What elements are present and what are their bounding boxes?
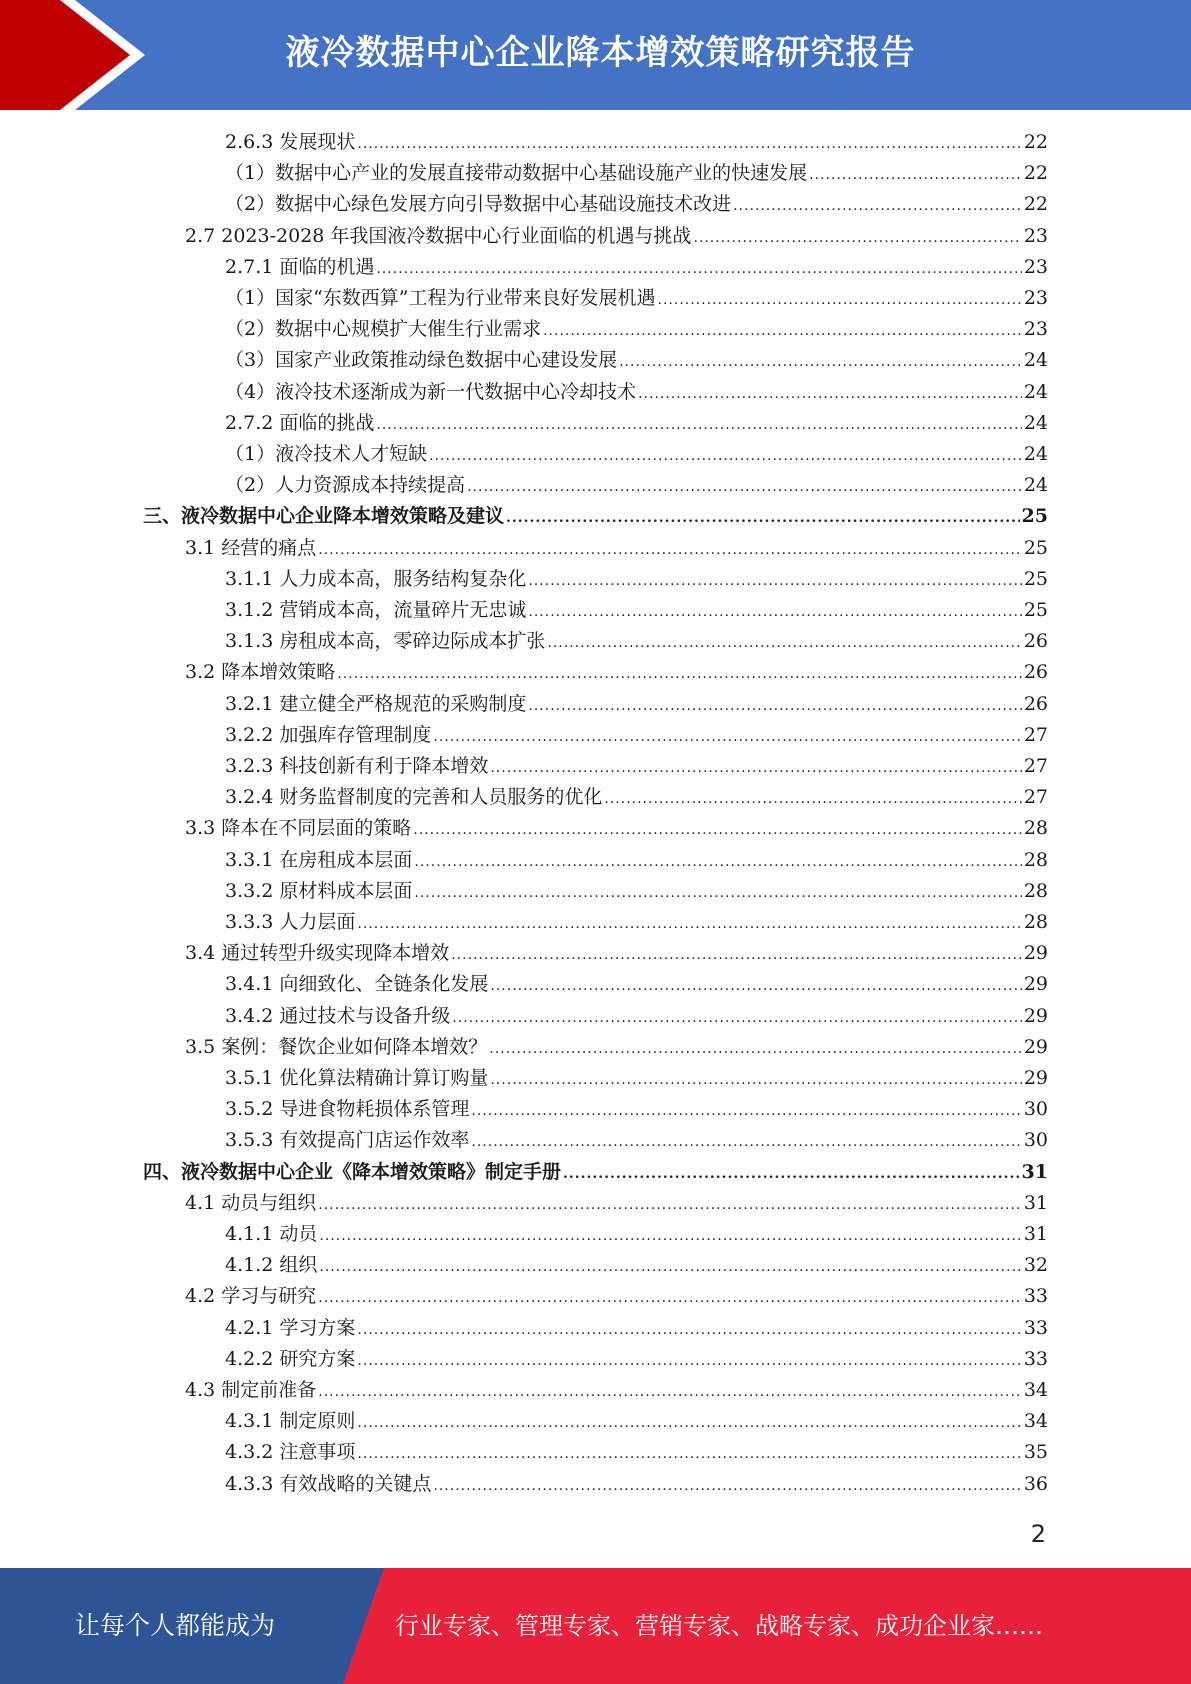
toc-dot-leader [604,784,1021,815]
toc-entry-page: 25 [1021,505,1048,528]
toc-entry-title: 3.3 降本在不同层面的策略 [185,817,412,840]
toc-entry-title: 四、液冷数据中心企业《降本增效策略》制定手册 [143,1160,562,1183]
toc-entry[interactable] [225,1125,1048,1156]
toc-entry-page: 25 [1023,567,1048,590]
toc-entry-title: （2）数据中心规模扩大催生行业需求 [225,318,542,341]
toc-entry[interactable] [225,1313,1048,1344]
toc-entry-title: 2.7 2023-2028 年我国液冷数据中心行业面临的机遇与挑战 [185,224,692,247]
toc-entry-page: 24 [1023,474,1048,497]
toc-entry-title: （3）国家产业政策推动绿色数据中心建设发展 [225,349,618,372]
toc-entry[interactable] [185,813,1048,844]
toc-dot-leader [429,441,1022,472]
toc-entry-title: 3.3.1 在房租成本层面 [225,848,413,871]
toc-entry[interactable] [225,408,1048,439]
toc-entry-page: 33 [1023,1347,1048,1370]
toc-dot-leader [547,628,1021,659]
toc-dot-leader [451,940,1022,971]
toc-entry-page: 33 [1023,1316,1048,1339]
toc-dot-leader [357,909,1021,940]
toc-entry-title: 3.1.3 房租成本高，零碎边际成本扩张 [225,630,546,653]
toc-entry-page: 27 [1023,786,1048,809]
toc-entry[interactable] [225,626,1048,657]
toc-entry[interactable] [225,158,1048,189]
toc-entry[interactable] [225,127,1048,158]
toc-dot-leader [357,1439,1021,1470]
toc-entry[interactable] [185,221,1048,252]
toc-dot-leader [433,722,1021,753]
toc-entry-page: 34 [1023,1410,1048,1433]
toc-entry[interactable] [225,1250,1048,1281]
toc-entry-page: 24 [1023,443,1048,465]
toc-dot-leader [318,1377,1022,1408]
footer-slogan-left: 让每个人都能成为 [74,1611,275,1640]
toc-dot-leader [490,1065,1021,1096]
toc-entry[interactable] [225,720,1048,751]
toc-dot-leader [528,691,1021,722]
toc-dot-leader [563,1159,1020,1190]
toc-entry[interactable] [225,189,1048,220]
toc-entry[interactable] [225,907,1048,938]
toc-entry-page: 30 [1023,1098,1048,1121]
toc-entry-page: 36 [1023,1472,1048,1495]
toc-entry[interactable] [185,533,1048,564]
toc-entry-page: 35 [1023,1441,1048,1464]
toc-dot-leader [357,1408,1021,1439]
toc-entry-page: 22 [1023,193,1048,216]
toc-entry-title: 4.2.2 研究方案 [225,1347,356,1370]
toc-dot-leader [357,129,1021,160]
toc-entry-page: 29 [1023,1004,1048,1027]
toc-dot-leader [543,316,1022,347]
toc-entry[interactable] [225,1344,1048,1375]
toc-entry-page: 25 [1023,599,1048,621]
toc-entry[interactable] [225,1469,1048,1500]
toc-entry-title: 2.6.3 发展现状 [225,131,356,153]
toc-entry[interactable] [225,751,1048,782]
toc-entry-title: 4.2 学习与研究 [185,1285,317,1308]
toc-dot-leader [528,566,1021,597]
toc-dot-leader [490,753,1021,784]
toc-entry-page: 31 [1023,1223,1048,1245]
toc-entry[interactable] [225,252,1048,283]
toc-dot-leader [528,597,1021,628]
toc-entry-title: 3.5.1 优化算法精确计算订购量 [225,1067,489,1089]
toc-entry-page: 34 [1023,1379,1048,1401]
report-title: 液冷数据中心企业降本增效策略研究报告 [285,33,916,73]
toc-entry-page: 24 [1023,411,1048,434]
toc-entry-title: 3.4.2 通过技术与设备升级 [225,1004,451,1027]
toc-entry-title: （1）液冷技术人才短缺 [225,443,428,465]
toc-entry-page: 22 [1023,162,1048,185]
toc-entry-title: 2.7.2 面临的挑战 [225,411,375,434]
toc-entry[interactable] [225,1219,1048,1250]
toc-entry-page: 26 [1023,630,1048,653]
toc-dot-leader [506,503,1020,534]
toc-entry[interactable] [185,1032,1048,1063]
toc-entry-title: 3.2.3 科技创新有利于降本增效 [225,755,489,777]
toc-entry-title: 4.1.2 组织 [225,1254,318,1277]
toc-entry-page: 23 [1023,318,1048,341]
toc-dot-leader [357,1315,1021,1346]
toc-entry-page: 25 [1023,536,1048,559]
toc-entry[interactable] [225,595,1048,626]
toc-entry-page: 33 [1023,1285,1048,1308]
toc-dot-leader [489,1034,1022,1065]
toc-dot-leader [414,878,1021,909]
toc-dot-leader [376,410,1021,441]
toc-dot-leader [471,1096,1021,1127]
toc-entry[interactable] [225,1001,1048,1032]
toc-entry[interactable] [225,314,1048,345]
toc-entry-page: 27 [1023,755,1048,777]
toc-entry-title: 4.3.1 制定原则 [225,1410,356,1433]
toc-entry-page: 23 [1023,255,1048,278]
toc-dot-leader [693,223,1021,254]
toc-dot-leader [318,1190,1022,1221]
toc-entry[interactable] [143,1157,1048,1188]
toc-entry-title: 3.3.3 人力层面 [225,911,356,933]
toc-dot-leader [658,285,1022,316]
toc-entry-page: 22 [1023,131,1048,153]
toc-entry[interactable] [185,1281,1048,1312]
toc-entry-title: 3.5 案例：餐饮企业如何降本增效？ [185,1035,488,1058]
toc-entry-title: 3.1 经营的痛点 [185,536,317,559]
toc-dot-leader [490,971,1021,1002]
toc-entry[interactable] [185,938,1048,969]
toc-dot-leader [433,1471,1021,1502]
toc-entry-title: 4.3 制定前准备 [185,1379,317,1401]
header-banner [0,0,1191,110]
toc-entry-page: 31 [1021,1160,1048,1183]
toc-dot-leader [733,191,1022,222]
toc-entry-page: 32 [1023,1254,1048,1277]
toc-entry-page: 26 [1023,661,1048,684]
toc-dot-leader [414,847,1021,878]
toc-entry[interactable] [185,1375,1048,1406]
toc-entry[interactable] [225,876,1048,907]
toc-dot-leader [809,160,1022,191]
toc-entry[interactable] [225,1406,1048,1437]
toc-entry-page: 23 [1023,287,1048,309]
toc-entry-page: 26 [1023,692,1048,715]
toc-entry-title: （4）液冷技术逐渐成为新一代数据中心冷却技术 [225,380,637,403]
toc-entry-title: 3.2.4 财务监督制度的完善和人员服务的优化 [225,786,603,809]
toc-entry-title: 3.2.2 加强库存管理制度 [225,723,432,746]
toc-entry-page: 29 [1023,1035,1048,1058]
toc-entry-title: 4.3.2 注意事项 [225,1441,356,1464]
toc-dot-leader [467,472,1022,503]
toc-entry[interactable] [225,564,1048,595]
toc-dot-leader [413,815,1022,846]
toc-entry-page: 30 [1023,1129,1048,1152]
page-number: 2 [1030,1520,1046,1548]
toc-entry[interactable] [185,657,1048,688]
toc-entry-page: 24 [1023,349,1048,372]
toc-dot-leader [318,1283,1022,1314]
toc-entry-title: 4.3.3 有效战略的关键点 [225,1472,432,1495]
toc-entry-title: 3.5.2 导进食物耗损体系管理 [225,1098,470,1121]
toc-dot-leader [376,254,1021,285]
toc-entry-title: 3.2.1 建立健全严格规范的采购制度 [225,692,527,715]
toc-entry-page: 31 [1023,1191,1048,1214]
toc-entry-title: 3.4.1 向细致化、全链条化发展 [225,973,489,996]
toc-entry-title: 3.3.2 原材料成本层面 [225,879,413,902]
toc-entry-page: 28 [1023,879,1048,902]
toc-entry[interactable] [225,969,1048,1000]
toc-entry-page: 28 [1023,848,1048,871]
toc-entry-title: 4.1.1 动员 [225,1223,318,1245]
toc-dot-leader [452,1003,1021,1034]
toc-entry[interactable] [143,501,1048,532]
toc-entry[interactable] [225,345,1048,376]
toc-entry-page: 27 [1023,723,1048,746]
footer-slogan-right: 行业专家、管理专家、营销专家、战略专家、成功企业家…… [395,1612,1043,1640]
toc-dot-leader [337,659,1022,690]
toc-dot-leader [319,1252,1021,1283]
toc-entry-title: 三、液冷数据中心企业降本增效策略及建议 [143,505,505,528]
toc-entry-page: 29 [1023,973,1048,996]
toc-entry-page: 28 [1023,911,1048,933]
toc-entry[interactable] [225,845,1048,876]
toc-entry[interactable] [225,782,1048,813]
toc-entry-title: （1）国家“东数西算”工程为行业带来良好发展机遇 [225,287,656,309]
toc-entry-title: 3.2 降本增效策略 [185,661,336,684]
toc-entry-title: 3.1.2 营销成本高，流量碎片无忠诚 [225,599,527,621]
toc-entry-page: 24 [1023,380,1048,403]
toc-entry-title: 3.4 通过转型升级实现降本增效 [185,942,450,965]
toc-dot-leader [318,535,1022,566]
toc-entry[interactable] [225,439,1048,470]
toc-entry[interactable] [185,1188,1048,1219]
toc-entry-page: 29 [1023,942,1048,965]
toc-entry-title: 2.7.1 面临的机遇 [225,255,375,278]
toc-entry[interactable] [225,1094,1048,1125]
toc-entry[interactable] [225,689,1048,720]
toc-entry-title: 3.5.3 有效提高门店运作效率 [225,1129,470,1152]
toc-entry-title: （2）人力资源成本持续提高 [225,474,466,497]
toc-entry-page: 29 [1023,1067,1048,1089]
toc-dot-leader [471,1127,1021,1158]
toc-entry[interactable] [225,470,1048,501]
toc-dot-leader [638,379,1022,410]
toc-entry[interactable] [225,1063,1048,1094]
toc-entry-page: 23 [1023,224,1048,247]
toc-entry[interactable] [225,1437,1048,1468]
footer-banner [0,1568,1191,1684]
toc-entry-title: （2）数据中心绿色发展方向引导数据中心基础设施技术改进 [225,193,732,216]
toc-entry-page: 28 [1023,817,1048,840]
toc-dot-leader [619,347,1022,378]
toc-dot-leader [357,1346,1021,1377]
toc-entry-title: 4.2.1 学习方案 [225,1316,356,1339]
toc-entry[interactable] [225,377,1048,408]
toc-entry-title: （1）数据中心产业的发展直接带动数据中心基础设施产业的快速发展 [225,162,808,185]
toc-dot-leader [319,1221,1021,1252]
toc-entry[interactable] [225,283,1048,314]
toc-entry-title: 4.1 动员与组织 [185,1191,317,1214]
toc-entry-title: 3.1.1 人力成本高，服务结构复杂化 [225,567,527,590]
